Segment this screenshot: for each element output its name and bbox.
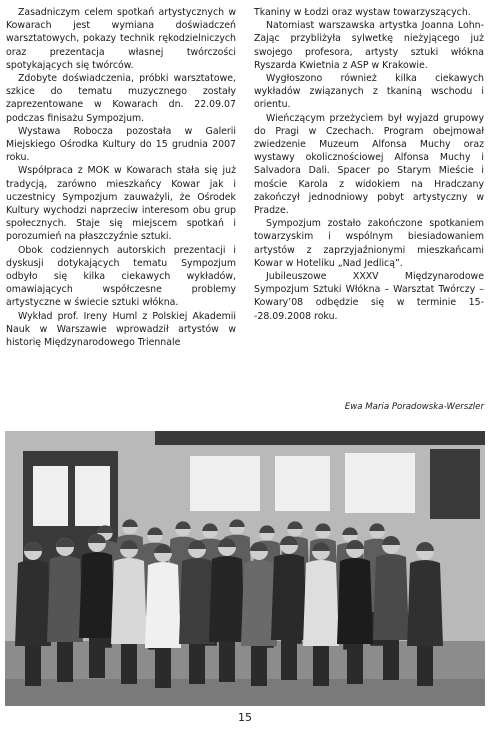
paragraph: Wystawa Robocza pozostała w Galerii Miejskiego Ośrodka Kultury do 15 grudnia 2007 roku.: [6, 125, 236, 164]
paragraph: Zdobyte doświadczenia, próbki warsztatowe, szkice do tematu muzycznego zostały zaprezentowane w Kowarach dn. 22.09.07 podczas finisażu Sympozjum.: [6, 73, 236, 124]
group-photo: [5, 431, 485, 706]
article-left-column: [6, 6, 236, 349]
page-number: 15: [238, 711, 252, 724]
paragraph: Wykład prof. Ireny Huml z Polskiej Akademii Nauk w Warszawie wprowadził artystów w historię Międzynarodowego Triennale: [6, 310, 236, 349]
paragraph: Wygłoszono również kilka ciekawych wykładów związanych z tkaniną wschodu i orientu.: [254, 73, 484, 111]
author-signature: Ewa Maria Poradowska-Werszler: [344, 402, 484, 412]
paragraph-continuation: Tkaniny w Łodzi oraz wystaw towarzyszących.: [254, 7, 471, 18]
paragraph: Zasadniczym celem spotkań artystycznych w Kowarach jest wymiana doświadczeń warsztatowych, pokazy technik rękodzielniczych oraz prezentacja własnej twórczości spotykających się twórców.: [6, 7, 236, 71]
paragraph: Wieńczącym przeżyciem był wyjazd grupowy do Pragi w Czechach. Program obejmował zwiedzenie Muzeum Alfonsa Muchy oraz wystawy okolicznościowej Alfonsa Muchy i Salvadora Dali. Spacer po Starym Mieście i moście Karola z widokiem na Hradczany zakończył jednodniowy pobyt artystyczny w Pradze.: [254, 112, 484, 217]
paragraph: Jubileuszowe XXXV Międzynarodowe Sympozjum Sztuki Włókna – Warsztat Twórczy – Kowary’08 odbędzie się w terminie 15--28.09.2008 roku.: [254, 271, 484, 322]
paragraph: Współpraca z MOK w Kowarach stała się już tradycją, zarówno mieszkańcy Kowar jak i uczestnicy Sympozjum zauważyli, że Ośrodek Kultury wychodzi naprzeciw interesom obu grup społecznych. Staje się miejscem spotkań i porozumień na płaszczyźnie sztuki.: [6, 165, 236, 243]
article-right-column: [254, 6, 484, 323]
paragraph: Natomiast warszawska artystka Joanna Lohn-Zając przybliżyła sylwetkę nieżyjącego już swojego profesora, artysty sztuki włókna Ryszarda Kwietnia z ASP w Krakowie.: [254, 20, 484, 71]
group-photo-illustration: [5, 431, 485, 706]
paragraph: Sympozjum zostało zakończone spotkaniem towarzyskim i wspólnym biesiadowaniem artystów z zaprzyjaźnionymi mieszkańcami Kowar w Hoteliku „Nad Jedlicą”.: [254, 218, 484, 269]
paragraph: Obok codziennych autorskich prezentacji i dyskusji dotykających tematu Sympozjum odbyło się kilka ciekawych wykładów, omawiających współczesne problemy artystyczne w świecie sztuki włókna.: [6, 244, 236, 309]
